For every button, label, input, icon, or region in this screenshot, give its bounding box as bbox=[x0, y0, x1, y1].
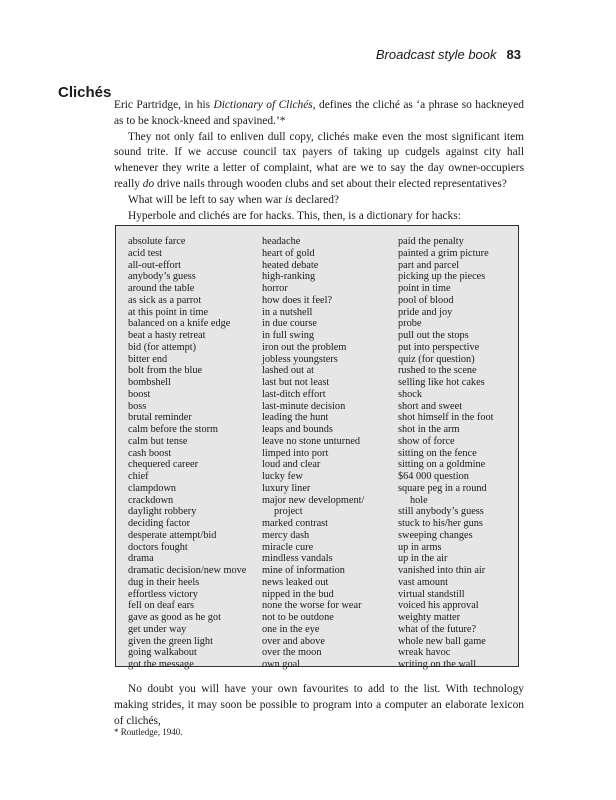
cliche-item: limped into port bbox=[262, 447, 329, 459]
cliche-item: balanced on a knife edge bbox=[128, 318, 231, 330]
cliche-item: gave as good as he got bbox=[128, 612, 221, 623]
page-number: 83 bbox=[506, 47, 521, 62]
cliche-item: chief bbox=[128, 471, 149, 482]
book-title: Broadcast style book bbox=[375, 47, 497, 62]
cliche-item: lashed out at bbox=[262, 365, 315, 377]
cliche-item: clampdown bbox=[128, 482, 177, 494]
footnote: * Routledge, 1940. bbox=[114, 727, 183, 737]
cliche-item: virtual standstill bbox=[398, 588, 465, 600]
intro-text bbox=[114, 98, 524, 224]
cliche-item: shock bbox=[398, 388, 423, 400]
cliche-item: none the worse for wear bbox=[262, 600, 362, 612]
cliche-item: last-minute decision bbox=[262, 400, 346, 412]
intro-paragraph-4: Hyperbole and clichés are for hacks. This, then, is a dictionary for hacks: bbox=[128, 209, 461, 222]
cliche-item: how does it feel? bbox=[262, 294, 333, 306]
cliche-item: own goal bbox=[262, 659, 301, 670]
cliche-item: as sick as a parrot bbox=[128, 294, 202, 306]
cliche-item: $64 000 question bbox=[398, 471, 469, 482]
cliche-item: horror bbox=[262, 283, 288, 294]
cliche-item: over and above bbox=[262, 635, 325, 647]
cliche-item: luxury liner bbox=[262, 482, 311, 494]
cliche-item: not to be outdone bbox=[262, 612, 334, 623]
book-reference: Dictionary of Clichés bbox=[213, 99, 313, 111]
cliche-item: in a nutshell bbox=[262, 306, 313, 318]
cliche-item: vanished into thin air bbox=[398, 565, 486, 576]
cliche-item: headache bbox=[262, 236, 301, 247]
cliche-item: jobless youngsters bbox=[262, 353, 338, 365]
cliche-item: bombshell bbox=[128, 377, 171, 388]
cliche-item: got the message bbox=[128, 659, 194, 670]
cliche-item: fell on deaf ears bbox=[128, 600, 195, 612]
cliche-item: shot himself in the foot bbox=[398, 412, 494, 424]
cliche-item: bolt from the blue bbox=[128, 365, 203, 377]
cliche-item: heart of gold bbox=[262, 247, 315, 259]
cliche-item: dug in their heels bbox=[128, 576, 200, 588]
cliche-item: around the table bbox=[128, 283, 195, 294]
cliche-item: all-out-effort bbox=[128, 259, 181, 271]
cliche-item: voiced his approval bbox=[398, 600, 479, 612]
cliche-item: one in the eye bbox=[262, 623, 320, 635]
closing-paragraph: No doubt you will have your own favourites to add to the list. With technology making strides, it may soon be possible to program into a computer an elaborate lexicon of clichés, bbox=[114, 683, 524, 727]
cliche-list-box bbox=[115, 225, 519, 670]
cliche-item: last but not least bbox=[262, 377, 330, 388]
cliche-item: going walkabout bbox=[128, 647, 197, 659]
cliche-item: boss bbox=[128, 400, 147, 412]
cliche-item: crackdown bbox=[128, 494, 174, 506]
cliche-item: mercy dash bbox=[262, 529, 310, 541]
cliche-item: last-ditch effort bbox=[262, 388, 326, 400]
cliche-column-3 bbox=[398, 236, 494, 671]
cliche-item: pool of blood bbox=[398, 294, 454, 306]
cliche-item: pride and joy bbox=[398, 306, 453, 318]
running-head bbox=[376, 47, 521, 62]
cliche-item: nipped in the bud bbox=[262, 588, 334, 600]
cliche-item: part and parcel bbox=[398, 259, 460, 271]
cliche-item: up in arms bbox=[398, 541, 442, 553]
cliche-item: wreak havoc bbox=[398, 647, 451, 659]
cliche-item: effortless victory bbox=[128, 588, 198, 600]
cliche-item: writing on the wall bbox=[398, 659, 477, 670]
cliche-item: bitter end bbox=[128, 353, 168, 365]
cliche-item: news leaked out bbox=[262, 576, 329, 588]
intro-paragraph-1: Eric Partridge, in his Dictionary of Clichés, defines the cliché as ‘a phrase so hackneyed as to be knock-kneed and spavined.’* bbox=[114, 99, 524, 127]
section-heading: Clichés bbox=[58, 84, 112, 101]
cliche-item: over the moon bbox=[262, 647, 322, 659]
cliche-item: mine of information bbox=[262, 565, 345, 576]
cliche-item: at this point in time bbox=[128, 306, 209, 318]
cliche-item: brutal reminder bbox=[128, 412, 192, 424]
cliche-item: given the green light bbox=[128, 635, 213, 647]
cliche-item: iron out the problem bbox=[262, 341, 347, 353]
intro-paragraph-2: They not only fail to enliven dull copy, clichés make even the most significant item sound trite. If we accuse council tax payers of taking up cudgels against city hall whenever they write a letter of complaint, what are we to say the day owner-occupiers really do drive nails through wooden clubs and set about their elected representatives? bbox=[114, 130, 524, 190]
cliche-item: shot in the arm bbox=[398, 424, 460, 435]
cliche-item: in full swing bbox=[262, 330, 315, 341]
cliche-item: sitting on a goldmine bbox=[398, 459, 486, 471]
cliche-item: drama bbox=[128, 553, 154, 565]
cliche-item: show of force bbox=[398, 435, 455, 447]
cliche-item: sweeping changes bbox=[398, 529, 473, 541]
cliche-item: pull out the stops bbox=[398, 330, 469, 341]
cliche-item: heated debate bbox=[262, 259, 319, 271]
cliche-item: miracle cure bbox=[262, 541, 314, 553]
cliche-item: marked contrast bbox=[262, 518, 329, 529]
cliche-item: boost bbox=[128, 388, 151, 400]
cliche-item: quiz (for question) bbox=[398, 353, 475, 365]
cliche-item: get under way bbox=[128, 623, 187, 635]
cliche-item: acid test bbox=[128, 247, 163, 259]
cliche-item: beat a hasty retreat bbox=[128, 330, 206, 341]
cliche-column-2 bbox=[262, 236, 364, 671]
cliche-item: what of the future? bbox=[398, 623, 477, 635]
cliche-item: high-ranking bbox=[262, 271, 316, 283]
cliche-item: vast amount bbox=[398, 576, 449, 588]
cliche-item: calm but tense bbox=[128, 435, 188, 447]
cliche-item: rushed to the scene bbox=[398, 365, 477, 377]
cliche-item: leaps and bounds bbox=[262, 424, 333, 435]
cliche-item: major new development/ bbox=[262, 494, 365, 506]
cliche-item: anybody’s guess bbox=[128, 271, 196, 283]
cliche-item: cash boost bbox=[128, 447, 172, 459]
cliche-item: probe bbox=[398, 318, 422, 330]
intro-paragraph-3: What will be left to say when war is declared? bbox=[128, 193, 339, 206]
cliche-item: short and sweet bbox=[398, 400, 463, 412]
cliche-item: deciding factor bbox=[128, 518, 191, 529]
cliche-item: absolute farce bbox=[128, 236, 186, 247]
cliche-item: calm before the storm bbox=[128, 424, 219, 435]
cliche-item: up in the air bbox=[398, 553, 448, 565]
cliche-item: whole new ball game bbox=[398, 635, 486, 647]
cliche-item: picking up the pieces bbox=[398, 271, 486, 283]
cliche-item: still anybody’s guess bbox=[398, 506, 484, 518]
cliche-item: lucky few bbox=[262, 471, 303, 482]
cliche-column-1 bbox=[128, 236, 246, 671]
cliche-item: leading the hunt bbox=[262, 412, 329, 424]
cliche-item: paid the penalty bbox=[398, 236, 464, 247]
cliche-item: square peg in a round bbox=[398, 482, 487, 494]
cliche-item: in due course bbox=[262, 318, 317, 330]
cliche-item: project bbox=[274, 506, 303, 518]
cliche-item: stuck to his/her guns bbox=[398, 518, 483, 529]
cliche-item: dramatic decision/new move bbox=[128, 565, 247, 576]
cliche-item: sitting on the fence bbox=[398, 447, 477, 459]
cliche-item: painted a grim picture bbox=[398, 247, 489, 259]
cliche-item: put into perspective bbox=[398, 341, 480, 353]
cliche-item: point in time bbox=[398, 283, 451, 294]
cliche-item: daylight robbery bbox=[128, 506, 197, 518]
cliche-item: mindless vandals bbox=[262, 553, 333, 565]
cliche-item: doctors fought bbox=[128, 541, 188, 553]
cliche-item: leave no stone unturned bbox=[262, 435, 361, 447]
cliche-item: chequered career bbox=[128, 459, 199, 471]
cliche-item: selling like hot cakes bbox=[398, 377, 485, 388]
cliche-item: hole bbox=[410, 494, 428, 506]
cliche-item: bid (for attempt) bbox=[128, 341, 197, 353]
cliche-item: desperate attempt/bid bbox=[128, 529, 217, 541]
cliche-item: loud and clear bbox=[262, 459, 321, 471]
cliche-item: weighty matter bbox=[398, 612, 461, 623]
